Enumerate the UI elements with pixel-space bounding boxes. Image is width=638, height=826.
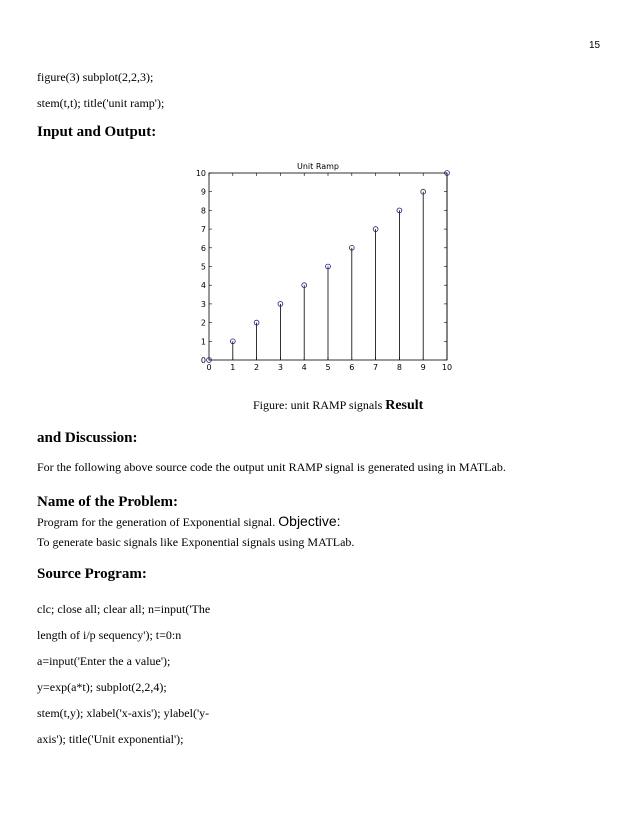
code-line-3: a=input('Enter the a value'); xyxy=(37,654,171,668)
objective-text: To generate basic signals like Exponential signals using MATLab. xyxy=(37,535,355,549)
y-tick-label: 2 xyxy=(200,318,206,328)
y-tick-label: 8 xyxy=(200,206,206,216)
heading-source-program: Source Program: xyxy=(37,566,147,582)
x-tick-label: 7 xyxy=(373,363,379,372)
problem-text: Program for the generation of Exponential signal. xyxy=(37,515,276,529)
x-tick-label: 8 xyxy=(396,363,402,372)
heading-problem: Name of the Problem: xyxy=(37,494,178,510)
x-tick-label: 6 xyxy=(349,363,355,372)
page-number: 15 xyxy=(589,40,601,51)
figure-caption xyxy=(253,398,423,414)
y-tick-label: 4 xyxy=(200,281,206,291)
y-tick-label: 10 xyxy=(195,169,206,178)
figure-caption-text: Figure: unit RAMP signals xyxy=(253,398,383,412)
unit-ramp-chart xyxy=(185,156,460,376)
x-tick-label: 10 xyxy=(441,363,453,372)
chart-title: Unit Ramp xyxy=(297,162,339,171)
code-line-5: stem(t,y); xlabel('x-axis'); ylabel('y- xyxy=(37,706,210,720)
x-tick-label: 4 xyxy=(301,363,307,372)
code-line-figure: figure(3) subplot(2,2,3); xyxy=(37,70,154,84)
x-tick-label: 5 xyxy=(325,363,331,372)
discussion-text: For the following above source code the output unit RAMP signal is generated using in MATLab. xyxy=(37,460,506,474)
code-line-2: length of i/p sequency'); t=0:n xyxy=(37,628,182,642)
y-tick-label: 9 xyxy=(200,187,206,197)
x-tick-label: 0 xyxy=(206,363,212,372)
x-tick-label: 9 xyxy=(420,363,426,372)
y-tick-label: 5 xyxy=(200,262,206,272)
objective-label: Objective: xyxy=(278,513,341,529)
x-tick-label: 2 xyxy=(254,363,260,372)
chart-plot-area xyxy=(196,169,452,372)
heading-discussion: and Discussion: xyxy=(37,430,138,446)
code-line-4: y=exp(a*t); subplot(2,2,4); xyxy=(37,680,167,694)
x-tick-label: 1 xyxy=(230,363,236,372)
code-line-6: axis'); title('Unit exponential'); xyxy=(37,732,184,746)
problem-line xyxy=(37,513,341,530)
y-tick-label: 6 xyxy=(200,243,206,253)
code-line-1: clc; close all; clear all; n=input('The xyxy=(37,602,211,616)
y-tick-label: 0 xyxy=(200,356,206,365)
code-line-stem: stem(t,t); title('unit ramp'); xyxy=(37,96,165,110)
y-tick-label: 7 xyxy=(200,225,206,235)
caption-result: Result xyxy=(385,398,424,413)
y-tick-label: 1 xyxy=(200,337,206,347)
x-tick-label: 3 xyxy=(277,363,283,372)
y-tick-label: 3 xyxy=(200,299,206,309)
heading-input-output: Input and Output: xyxy=(37,124,157,140)
